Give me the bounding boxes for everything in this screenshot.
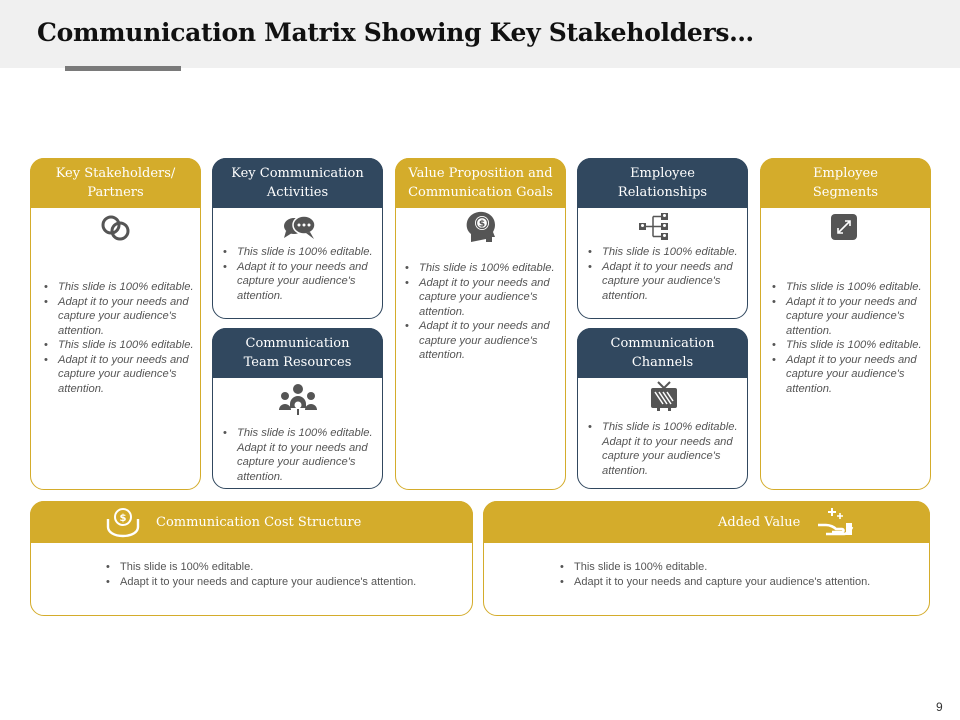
team-heading: Communication Team Resources xyxy=(212,328,383,378)
page-number: 9 xyxy=(936,700,943,714)
segments-heading: Employee Segments xyxy=(760,158,931,208)
team-network-icon xyxy=(279,382,317,416)
stakeholders-heading: Key Stakeholders/ Partners xyxy=(30,158,201,208)
tv-icon xyxy=(648,380,680,412)
svg-text:$: $ xyxy=(119,513,127,524)
list-item: • This slide is 100% editable. xyxy=(772,280,922,295)
segments-bullets xyxy=(772,280,922,396)
stakeholders-bullets xyxy=(44,280,194,396)
relationships-heading: Employee Relationships xyxy=(577,158,748,208)
list-item: • This slide is 100% editable. Adapt it to your needs and capture your audience's attention. xyxy=(588,420,740,478)
channels-bullets xyxy=(588,420,740,478)
added-value-heading: Added Value xyxy=(483,501,930,543)
list-item: • This slide is 100% editable. xyxy=(560,560,880,575)
list-item: • Adapt it to your needs and capture your audience's attention. xyxy=(772,295,922,339)
list-item: • Adapt it to your needs and capture your audience's attention. xyxy=(44,295,194,339)
list-item: • This slide is 100% editable. Adapt it to your needs and capture your audience's attention. xyxy=(223,426,375,484)
activities-heading: Key Communication Activities xyxy=(212,158,383,208)
list-item: • This slide is 100% editable. xyxy=(772,338,922,353)
relationships-bullets xyxy=(588,245,738,303)
head-dollar-icon xyxy=(465,210,497,244)
cost-heading: $ Communication Cost Structure xyxy=(30,501,473,543)
list-item: • Adapt it to your needs and capture your audience's attention. xyxy=(223,260,373,304)
list-item: • This slide is 100% editable. xyxy=(44,280,194,295)
added-value-bullets xyxy=(560,560,880,589)
svg-text:$: $ xyxy=(478,219,486,230)
chat-bubbles-icon xyxy=(282,212,318,242)
hand-money-icon xyxy=(106,507,140,539)
team-bullets xyxy=(223,426,375,484)
title-accent-bar xyxy=(65,66,181,71)
value-prop-heading: Value Proposition and Communication Goals xyxy=(395,158,566,208)
expand-arrows-icon xyxy=(831,214,857,240)
cost-bullets xyxy=(106,560,426,589)
list-item: • This slide is 100% editable. xyxy=(405,261,557,276)
list-item: • This slide is 100% editable. xyxy=(106,560,426,575)
list-item: • This slide is 100% editable. xyxy=(44,338,194,353)
list-item: • This slide is 100% editable. xyxy=(588,245,738,260)
list-item: • Adapt it to your needs and capture your audience's attention. xyxy=(560,575,880,590)
channels-heading: Communication Channels xyxy=(577,328,748,378)
rings-icon xyxy=(98,212,134,244)
list-item: • Adapt it to your needs and capture your audience's attention. xyxy=(405,276,557,320)
list-item: • Adapt it to your needs and capture your audience's attention. xyxy=(772,353,922,397)
list-item: • This slide is 100% editable. xyxy=(223,245,373,260)
page-title: Communication Matrix Showing Key Stakeholders… xyxy=(37,18,754,47)
list-item: • Adapt it to your needs and capture your audience's attention. xyxy=(106,575,426,590)
value-prop-bullets xyxy=(405,261,557,363)
activities-bullets xyxy=(223,245,373,303)
list-item: • Adapt it to your needs and capture your audience's attention. xyxy=(405,319,557,363)
list-item: • Adapt it to your needs and capture your audience's attention. xyxy=(44,353,194,397)
org-chart-icon xyxy=(638,211,670,243)
hand-sparkle-icon xyxy=(816,505,854,537)
list-item: • Adapt it to your needs and capture your audience's attention. xyxy=(588,260,738,304)
